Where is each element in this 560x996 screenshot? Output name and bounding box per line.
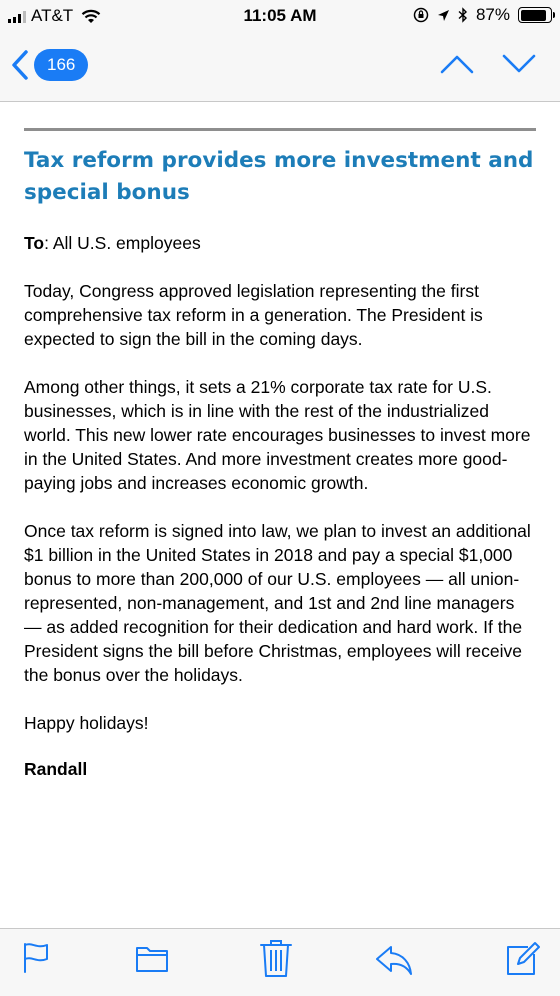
next-message-chevron-down-icon[interactable] xyxy=(502,54,536,74)
status-bar xyxy=(0,0,560,34)
reply-icon[interactable] xyxy=(374,943,414,977)
battery-icon xyxy=(518,7,552,23)
bottom-toolbar xyxy=(0,928,560,996)
folder-icon[interactable] xyxy=(134,941,170,975)
bluetooth-icon xyxy=(458,7,468,23)
paragraph: Once tax reform is signed into law, we plan to invest an additional $1 billion in the United States in 2018 and pay a special $1,000 bonus to more than 200,000 of our U.S. employees — all union-represented, non-management, and 1st and 2nd line managers — as added recognition for their dedication and hard work. If the President signs the bill before Christmas, employees will receive the bonus over the holidays. xyxy=(24,521,531,685)
signature: Randall xyxy=(24,759,88,779)
compose-icon[interactable] xyxy=(504,939,540,977)
carrier-name: AT&T xyxy=(31,6,74,25)
to-line xyxy=(24,231,536,255)
trash-icon[interactable] xyxy=(259,939,293,979)
to-label: To xyxy=(24,233,45,253)
paragraph: Among other things, it sets a 21% corporate tax rate for U.S. businesses, which is in line with the rest of the industrialized world. This new lower rate encourages businesses to invest more in the United States. And more investment creates more good-paying jobs and increases economic growth. xyxy=(24,377,531,493)
orientation-lock-icon xyxy=(413,7,429,23)
flag-icon[interactable] xyxy=(20,941,52,975)
unread-count-badge: 166 xyxy=(34,49,88,81)
status-bar-right xyxy=(413,5,552,25)
back-button[interactable] xyxy=(10,49,88,81)
mail-nav-bar xyxy=(0,34,560,102)
closing-line: Happy holidays! xyxy=(24,713,149,733)
email-subject: Tax reform provides more investment and special bonus xyxy=(24,148,534,205)
header-divider xyxy=(24,128,536,131)
battery-percent: 87% xyxy=(475,5,510,24)
chevron-left-icon xyxy=(10,49,30,81)
previous-message-chevron-up-icon[interactable] xyxy=(440,54,474,74)
status-time: 11:05 AM xyxy=(243,6,317,25)
paragraph: Today, Congress approved legislation representing the first comprehensive tax reform in a generation. The President is expected to sign the bill in the coming days. xyxy=(24,281,483,349)
to-value: : All U.S. employees xyxy=(44,233,201,253)
email-body xyxy=(24,102,536,781)
location-icon xyxy=(437,9,450,22)
